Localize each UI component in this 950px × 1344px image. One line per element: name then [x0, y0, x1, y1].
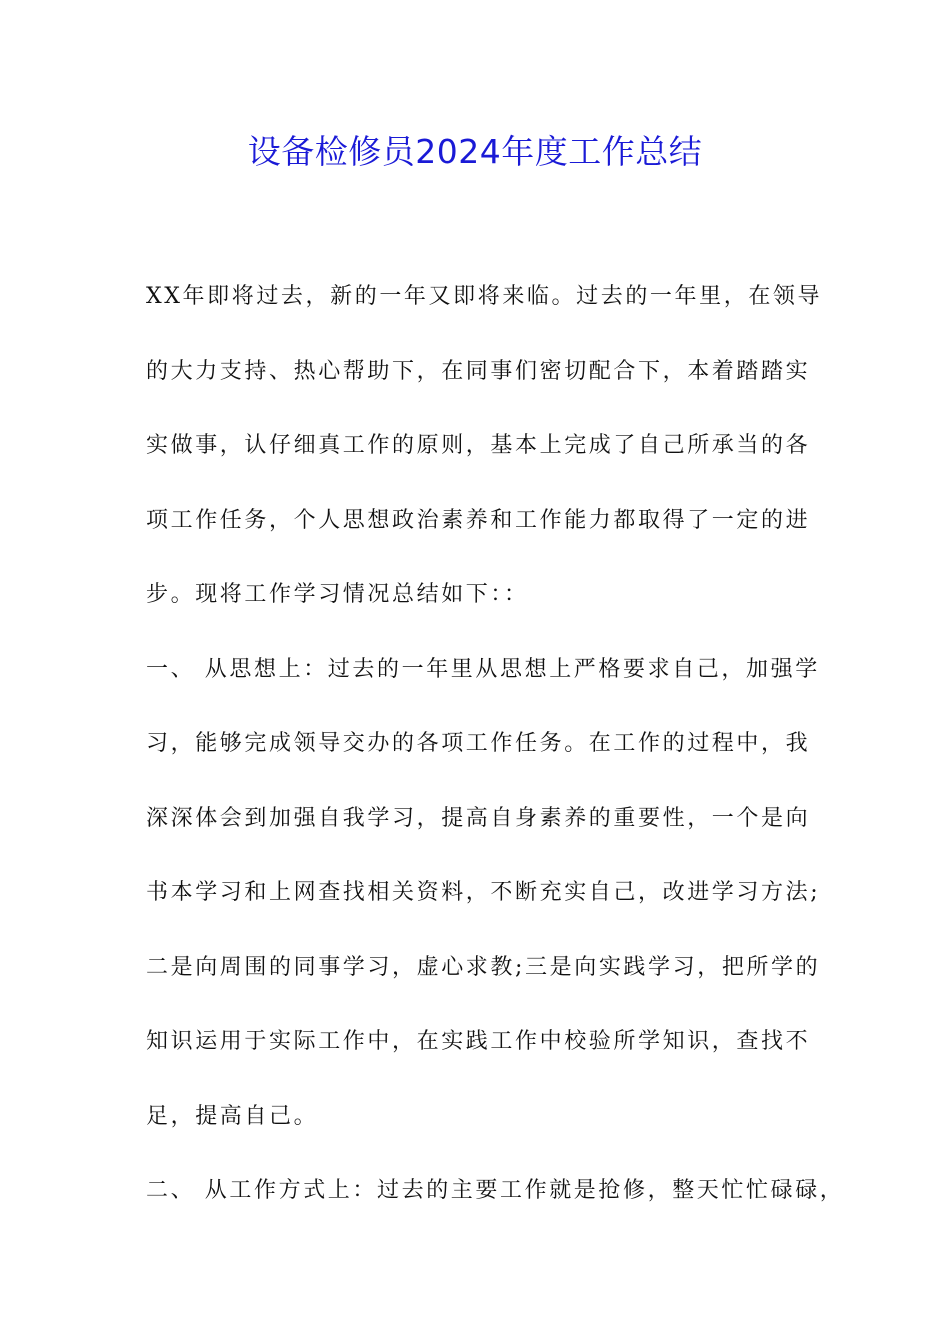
- body-line: 的大力支持、热心帮助下，在同事们密切配合下，本着踏踏实: [146, 358, 811, 384]
- body-line: 实做事，认仔细真工作的原则，基本上完成了自己所承当的各: [146, 433, 811, 458]
- body-line: 知识运用于实际工作中，在实践工作中校验所学知识，查找不: [146, 1029, 811, 1054]
- document-title: 设备检修员2024年度工作总结: [247, 132, 703, 171]
- body-line: 二是向周围的同事学习，虚心求教;三是向实践学习，把所学的: [146, 954, 821, 980]
- body-line: 足，提高自己。: [146, 1103, 319, 1129]
- body-line: 二、 从工作方式上：过去的主要工作就是抢修，整天忙忙碌碌，: [146, 1178, 845, 1203]
- body-line: XX年即将过去，新的一年又即将来临。过去的一年里，在领导: [146, 284, 823, 309]
- body-line: 书本学习和上网查找相关资料，不断充实自己，改进学习方法;: [146, 880, 821, 905]
- body-line: 项工作任务，个人思想政治素养和工作能力都取得了一定的进: [146, 507, 811, 533]
- body-line: 习，能够完成领导交办的各项工作任务。在工作的过程中，我: [146, 731, 811, 756]
- body-line: 一、 从思想上：过去的一年里从思想上严格要求自己，加强学: [146, 656, 820, 682]
- document-body: [146, 260, 845, 1229]
- body-line: 步。现将工作学习情况总结如下：：: [146, 582, 529, 607]
- body-line: 深深体会到加强自我学习，提高自身素养的重要性，一个是向: [146, 805, 811, 831]
